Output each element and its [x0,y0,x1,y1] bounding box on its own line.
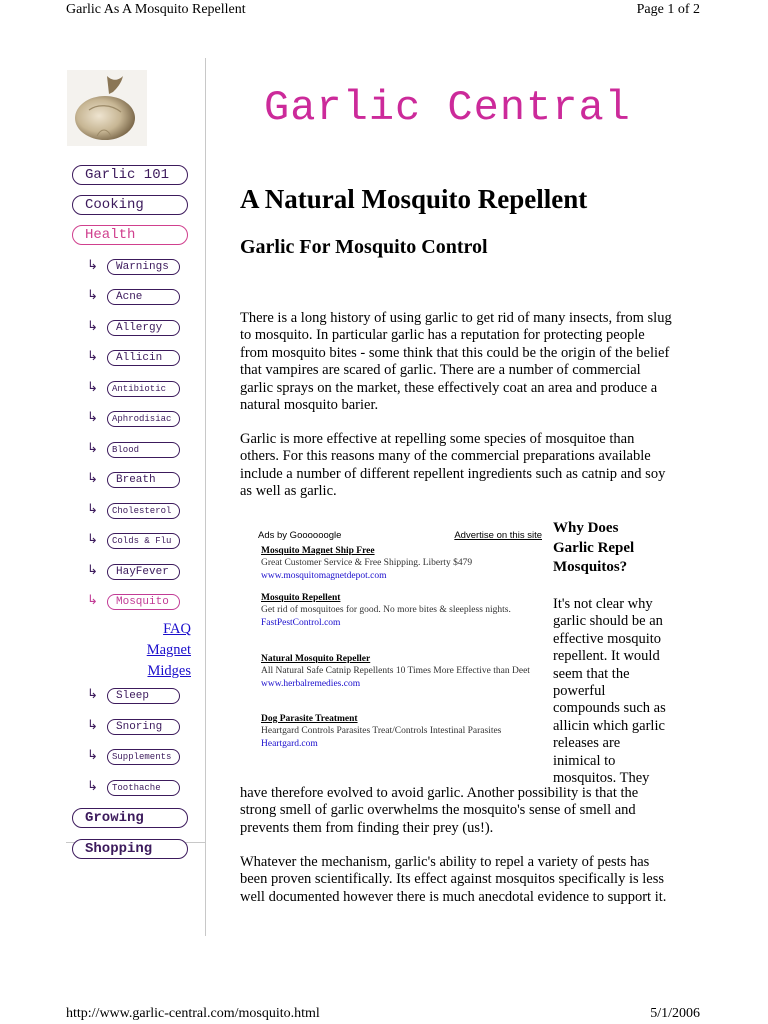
nav-link-faq[interactable]: FAQ [163,621,191,637]
nav-garlic-101[interactable]: Garlic 101 [72,165,188,185]
ad-block [258,530,542,544]
advertise-link[interactable]: Advertise on this site [454,530,542,541]
side-heading-line: Why Does [553,520,619,536]
nav-shopping[interactable]: Shopping [72,839,188,859]
page-indicator: Page 1 of 2 [636,2,700,17]
column-divider [205,58,206,936]
side-heading-line: Mosquitos? [553,559,628,575]
ad-description: Get rid of mosquitoes for good. No more bites & sleepless nights. [261,605,511,616]
side-heading-line: Garlic Repel [553,539,635,556]
article-paragraph-1: There is a long history of using garlic to get rid of many insects, from slug to mosquito. In particular garlic has a reputation for protecting people from mosquito bites - some think that this could be the origin of the belief that vampires are scared of garlic. There are a number of commercial garlic sprays on the market, these effectively coat an area and produce a natural mosquito barier. [240,310,672,414]
nav-allicin[interactable]: Allicin [107,350,180,366]
sub-arrow-icon: ↳ [87,593,98,608]
sub-arrow-icon: ↳ [87,748,98,763]
sub-arrow-icon: ↳ [87,563,98,578]
page-title: A Natural Mosquito Repellent [240,184,588,214]
nav-warnings[interactable]: Warnings [107,259,180,275]
nav-link-magnet[interactable]: Magnet [146,642,191,658]
ad-url[interactable]: Heartgard.com [261,738,318,749]
sub-arrow-icon: ↳ [87,410,98,425]
nav-health[interactable]: Health [72,225,188,245]
page-subtitle: Garlic For Mosquito Control [240,236,488,258]
sub-arrow-icon: ↳ [87,687,98,702]
footer-url: http://www.garlic-central.com/mosquito.html [66,1006,320,1021]
nav-snoring[interactable]: Snoring [107,719,180,735]
article-paragraph-3: have therefore evolved to avoid garlic. Another possibility is that the strong smell of garlic overwhelms the mosquito's sense of smell and prevents them from finding their prey (us!). [240,785,639,836]
side-paragraph: It's not clear why garlic should be an effective mosquito repellent. It would seem that the powerful compounds such as allicin which garlic releases are inimical to mosquitos. They [553,596,666,787]
sub-arrow-icon: ↳ [87,349,98,364]
nav-blood[interactable]: Blood [107,442,180,458]
ad-url[interactable]: www.mosquitomagnetdepot.com [261,570,387,581]
sub-arrow-icon: ↳ [87,779,98,794]
side-heading [553,519,634,578]
ad-title[interactable]: Natural Mosquito Repeller [261,654,371,664]
nav-aphrodisiac[interactable]: Aphrodisiac [107,411,180,427]
document-title: Garlic As A Mosquito Repellent [66,2,246,17]
garlic-bulb-icon [67,70,147,146]
article-paragraph-4: Whatever the mechanism, garlic's ability to repel a variety of pests has been proven scientifically. Its effect against mosquitos specifically is less well documented however there is much anecdotal evidence to support it. [240,854,667,905]
sub-arrow-icon: ↳ [87,288,98,303]
nav-antibiotic[interactable]: Antibiotic [107,381,180,397]
ad-url[interactable]: www.herbalremedies.com [261,678,361,689]
sub-arrow-icon: ↳ [87,380,98,395]
ad-title[interactable]: Dog Parasite Treatment [261,714,358,724]
nav-toothache[interactable]: Toothache [107,780,180,796]
nav-acne[interactable]: Acne [107,289,180,305]
nav-hayfever[interactable]: HayFever [107,564,180,580]
sub-arrow-icon: ↳ [87,502,98,517]
nav-breath[interactable]: Breath [107,472,180,488]
ad-title[interactable]: Mosquito Magnet Ship Free [261,546,375,556]
ad-description: All Natural Safe Catnip Repellents 10 Times More Effective than Deet [261,666,530,677]
nav-cooking[interactable]: Cooking [72,195,188,215]
sub-arrow-icon: ↳ [87,532,98,547]
sub-arrow-icon: ↳ [87,471,98,486]
ad-description: Heartgard Controls Parasites Treat/Controls Intestinal Parasites [261,726,502,737]
ad-title[interactable]: Mosquito Repellent [261,593,341,603]
sub-arrow-icon: ↳ [87,441,98,456]
ad-url[interactable]: FastPestControl.com [261,617,341,628]
nav-sleep[interactable]: Sleep [107,688,180,704]
article-paragraph-2: Garlic is more effective at repelling some species of mosquitoe than others. For this reasons many of the commercial preparations available include a number of different repellent ingredients such as catnip and soy as well as garlic. [240,431,666,500]
nav-cholesterol[interactable]: Cholesterol [107,503,180,519]
sub-arrow-icon: ↳ [87,319,98,334]
ad-description: Great Customer Service & Free Shipping. Liberty $479 [261,558,473,569]
nav-supplements[interactable]: Supplements [107,749,180,765]
ads-label[interactable]: Ads by Goooooogle [258,530,342,541]
ad-item [261,545,542,582]
ad-item [261,713,542,750]
nav-link-midges[interactable]: Midges [147,663,191,679]
ad-item [261,653,542,690]
sub-arrow-icon: ↳ [87,718,98,733]
nav-mosquito[interactable]: Mosquito [107,594,180,610]
nav-colds-flu[interactable]: Colds & Flu [107,533,180,549]
nav-allergy[interactable]: Allergy [107,320,180,336]
site-logo-text: Garlic Central [264,84,631,132]
nav-growing[interactable]: Growing [72,808,188,828]
sub-arrow-icon: ↳ [87,258,98,273]
ad-item [261,592,542,629]
footer-date: 5/1/2006 [650,1006,700,1021]
